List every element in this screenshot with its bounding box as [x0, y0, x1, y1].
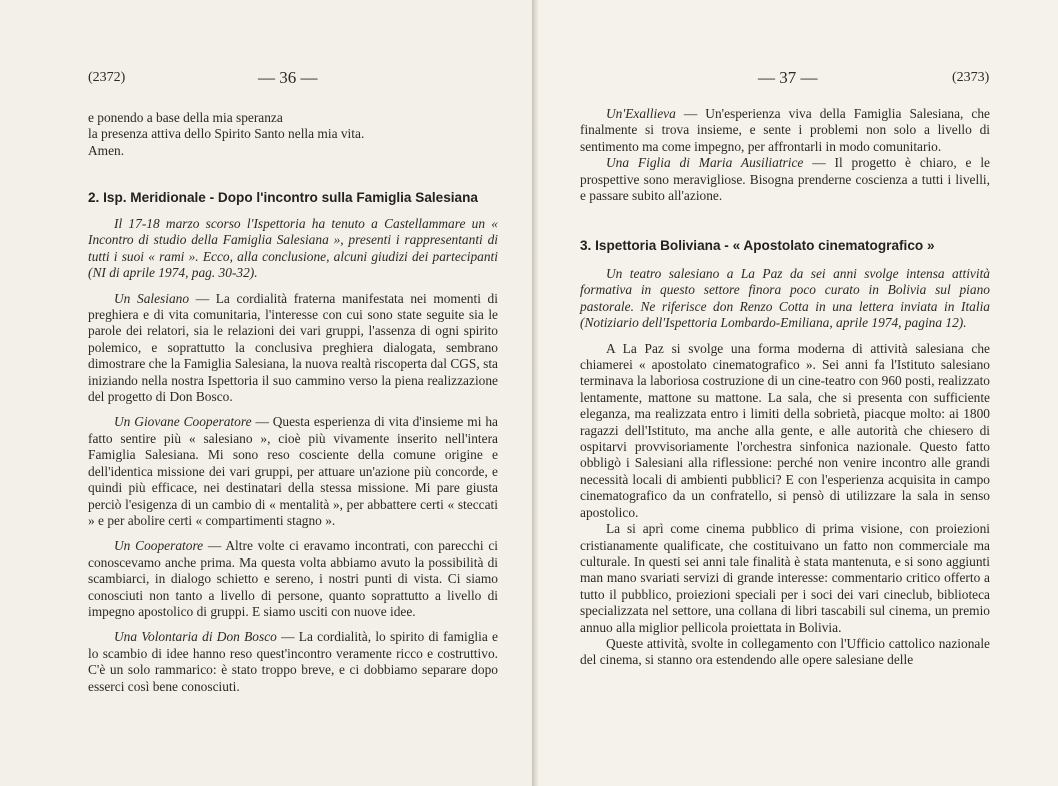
prayer-ending	[88, 110, 498, 159]
testimony-speaker: Un Salesiano	[114, 290, 190, 306]
section-intro: Un teatro salesiano a La Paz da sei anni svolge intensa attività formativa in questo settore finora poco curato in Bolivia sul piano pastorale. Ne riferisce don Renzo Cotta in una lettera inviata in Italia (Notiziario dell'Ispettoria Lombardo-Emiliana, aprile 1974, pagina 12).	[580, 266, 990, 331]
right-folio: (2373)	[952, 70, 990, 85]
section-heading: 3. Ispettoria Boliviana - « Apostolato cinematografico »	[580, 238, 935, 253]
left-page-number: — 36 —	[258, 68, 318, 87]
testimony-speaker: Un Giovane Cooperatore	[114, 414, 252, 430]
left-body	[88, 216, 498, 695]
testimony	[88, 414, 498, 529]
testimony-text: — La cordialità, lo spirito di famiglia e lo scambio di idee hanno reso quest'incontro veramente ricco e costruttivo. C'è un solo rammarico: è stato troppo breve, e ci dobbiamo separare dopo esserci così bene conosciuti.	[88, 629, 498, 694]
testimony-text: — Altre volte ci eravamo incontrati, con parecchi ci conoscevamo anche prima. Ma questa volta abbiamo avuto la possibilità di scambiarci, in dialogo schietto e sereno, i nostri punti di vista. Ci siamo conosciuti non tanto a livello di persone, quanto soprattutto a livello di impegno apostolico di gruppi. E siamo usciti con nuove idee.	[88, 538, 499, 619]
testimony-text: — Un'esperienza viva della Famiglia Salesiana, che finalmente si trova insieme, e sente i problemi non solo a livello di sentimento ma come impegno, per affrontarli in modo comunitario.	[580, 106, 990, 154]
testimony-speaker: Una Volontaria di Don Bosco	[114, 629, 277, 645]
body-paragraph: Queste attività, svolte in collegamento con l'Ufficio cattolico nazionale del cinema, si stanno ora estendendo alle opere salesiane delle	[580, 635, 990, 668]
section-intro: Il 17-18 marzo scorso l'Ispettoria ha tenuto a Castellammare un « Incontro di studio della Famiglia Salesiana », presenti i rappresentanti di tutti i suoi « rami ». Ecco, alla conclusione, alcuni giudizi dei partecipanti (NI di aprile 1974, pag. 30-32).	[88, 216, 498, 281]
prayer-line: Amen.	[88, 142, 125, 158]
testimony	[88, 538, 498, 620]
testimony-speaker: Un Cooperatore	[114, 538, 204, 554]
testimony	[580, 106, 990, 155]
testimony-speaker: Una Figlia di Maria Ausiliatrice	[606, 155, 804, 171]
testimony-text: — La cordialità fraterna manifestata nei momenti di preghiera e di vita comunitaria, l'interesse con cui sono state seguite sia le parole dei relatori, sia le relazioni dei vari gruppi, l'assenza di ogni spirito polemico, e soprattutto la conclusiva preghiera dialogata, sembrano dimostrare che la Famiglia Salesiana, la nuova realtà riscoperta dal CGS, sta iniziando nella nostra Ispettoria il suo cammino verso la piena realizzazione del progetto di Don Bosco.	[88, 290, 498, 405]
testimony	[88, 291, 498, 406]
body-paragraph: A La Paz si svolge una forma moderna di attività salesiana che chiamerei « apostolato cinematografico ». Sei anni fa l'Istituto salesiano terminava la laboriosa costruzione di un cine-teatro con 960 posti, realizzato lentamente, mattone su mattone. La sala, che si presenta con sufficiente eleganza, ma realizzata entro i limiti della sobrietà, piacque molto: ai 1800 ragazzi dell'Istituto, ma anche alla gente, e alle autorità che chiesero di ospitarvi provvisoriamente l'orchestra sinfonica nazionale. Questo fatto obbligò i Salesiani alla riflessione: perché non venire incontro alle grandi necessità locali di ambienti pubblici? E con l'esperienza acquisita in campo cinematografico da un confratello, si pensò di utilizzare la sala in senso apostolico.	[580, 340, 990, 520]
right-testimonies	[580, 106, 990, 204]
right-page	[538, 0, 1058, 786]
testimony	[88, 629, 498, 695]
right-body	[580, 266, 990, 669]
body-paragraph: La si aprì come cinema pubblico di prima visione, con proiezioni cristianamente qualificate, che costituivano un fatto non commerciale ma culturale. In questi sei anni tale finalità è stata mantenuta, e si sono aggiunti man mano svariati servizi di grande interesse: commentario critico offerto a tutto il pubblico, proiezioni speciali per i soci dei vari cineclub, biblioteca specializzata nel settore, una collana di libri tascabili sul cinema, un premio annuo alla miglior pellicola proiettata in Bolivia.	[580, 521, 990, 635]
testimony-text: — Questa esperienza di vita d'insieme mi ha fatto sentire più « salesiano », cioè più vivamente inserito nell'intera Famiglia Salesiana. Mi sono reso cosciente della comune origine e dell'identica missione dei vari gruppi, per attuare un'azione più concorde, e quindi più efficace, nei destinatari della stessa missione. Mi pare giusta perciò l'esigenza di un cambio di « mentalità », per abbattere certi « steccati » e per abolire certi « compartimenti stagno ».	[88, 414, 498, 528]
prayer-line: la presenza attiva dello Spirito Santo nella mia vita.	[88, 126, 365, 142]
right-page-number: — 37 —	[758, 68, 818, 87]
testimony-text: — Il progetto è chiaro, e le prospettive sono meravigliose. Bisogna prenderne coscienza a tutti i livelli, e passare subito all'azione.	[580, 155, 990, 204]
testimony	[580, 155, 990, 204]
testimony-speaker: Un'Exallieva	[606, 106, 676, 121]
prayer-line: e ponendo a base della mia speranza	[88, 110, 283, 125]
section-heading: 2. Isp. Meridionale - Dopo l'incontro sulla Famiglia Salesiana	[88, 190, 478, 205]
left-folio: (2372)	[88, 70, 126, 85]
